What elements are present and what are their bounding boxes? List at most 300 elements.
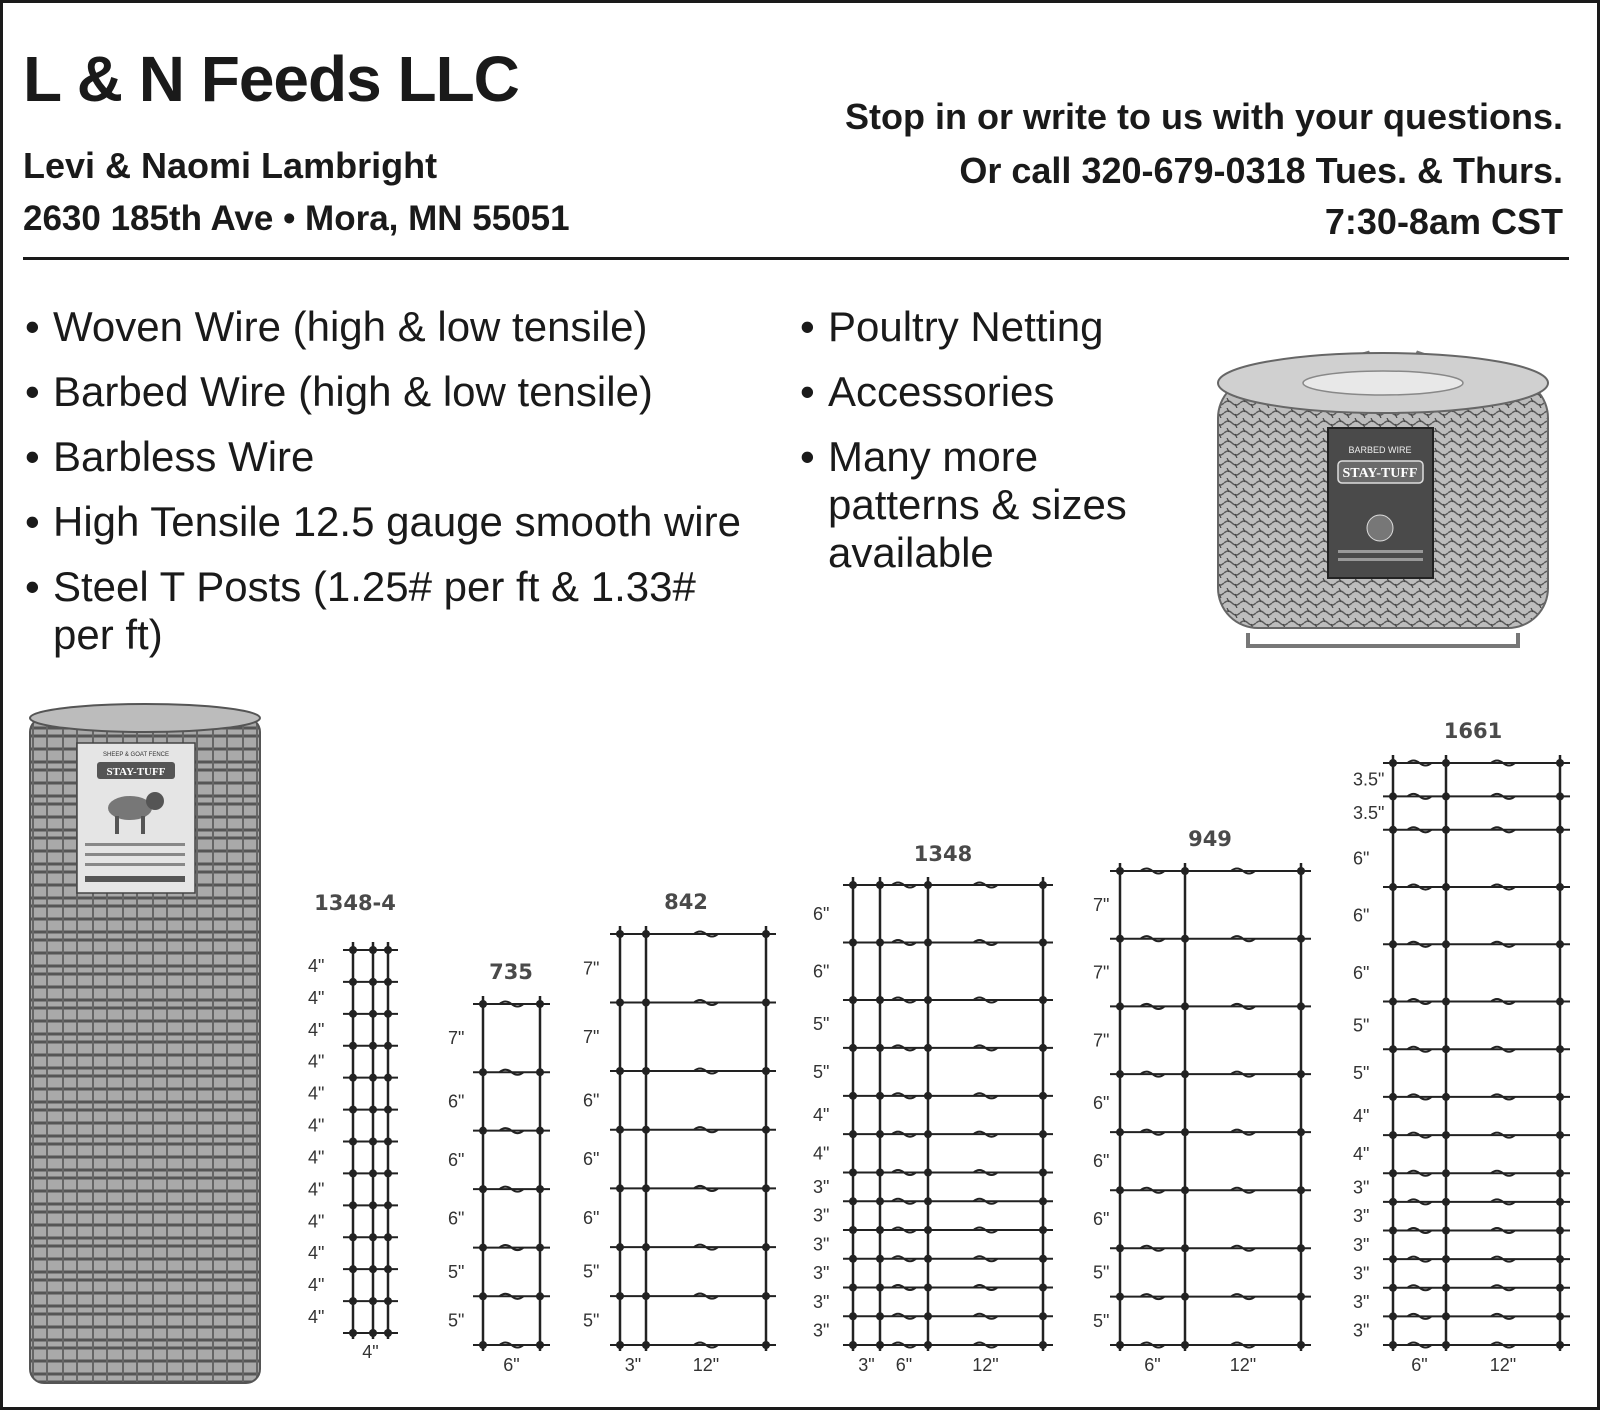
wire-knot bbox=[479, 1341, 487, 1349]
fence-pattern bbox=[308, 891, 398, 1362]
wire-knot bbox=[1389, 1169, 1397, 1177]
wire-knot bbox=[1297, 1070, 1305, 1078]
spacing-label: 7" bbox=[1093, 1030, 1110, 1051]
wire-knot bbox=[1181, 1002, 1189, 1010]
spacing-label: 3" bbox=[1353, 1263, 1370, 1284]
wire-knot bbox=[384, 1074, 392, 1082]
product-item: • Woven Wire (high & low tensile) bbox=[23, 303, 763, 351]
wire-knot bbox=[642, 1067, 650, 1075]
wire-knot bbox=[1556, 1255, 1564, 1263]
wire-knot bbox=[1389, 940, 1397, 948]
wire-knot bbox=[1442, 826, 1450, 834]
spacing-label: 4" bbox=[308, 955, 325, 976]
wire-knot bbox=[924, 1226, 932, 1234]
column-width-label: 12" bbox=[1229, 1355, 1257, 1375]
column-width-label: 3" bbox=[624, 1355, 642, 1375]
spacing-label: 5" bbox=[1353, 1063, 1370, 1084]
wire-knot bbox=[1039, 996, 1047, 1004]
spacing-label: 7" bbox=[1093, 962, 1110, 983]
spacing-label: 6" bbox=[1093, 1093, 1110, 1114]
column-width-label: 3" bbox=[858, 1355, 875, 1375]
wire-knot bbox=[349, 1042, 357, 1050]
wire-knot bbox=[1297, 867, 1305, 875]
wire-knot bbox=[369, 1329, 377, 1337]
wire-knot bbox=[642, 1126, 650, 1134]
wire-knot bbox=[384, 1233, 392, 1241]
wire-knot bbox=[876, 1284, 884, 1292]
wire-knot bbox=[1181, 1244, 1189, 1252]
fence-pattern-name: 1661 bbox=[1443, 719, 1503, 743]
fence-pattern bbox=[1353, 719, 1570, 1375]
contact-line-2: Or call 320-679-0318 Tues. & Thurs. bbox=[959, 150, 1563, 191]
wire-knot bbox=[479, 1292, 487, 1300]
wire-knot bbox=[369, 1297, 377, 1305]
wire-knot bbox=[876, 1312, 884, 1320]
wire-knot bbox=[616, 930, 624, 938]
wire-knot bbox=[762, 999, 770, 1007]
wire-knot bbox=[479, 1127, 487, 1135]
spacing-label: 6" bbox=[583, 1207, 600, 1228]
wire-knot bbox=[1297, 1244, 1305, 1252]
wire-knot bbox=[924, 1341, 932, 1349]
spacing-label: 6" bbox=[448, 1091, 465, 1112]
wire-knot bbox=[924, 1255, 932, 1263]
spacing-label: 5" bbox=[583, 1261, 600, 1282]
spacing-label: 4" bbox=[308, 1115, 325, 1136]
wire-knot bbox=[536, 1068, 544, 1076]
wire-knot bbox=[849, 939, 857, 947]
fence-pattern-name: 949 bbox=[1188, 827, 1232, 851]
address: 2630 185th Ave • Mora, MN 55051 bbox=[23, 199, 570, 238]
spacing-label: 5" bbox=[1353, 1015, 1370, 1036]
wire-knot bbox=[1389, 883, 1397, 891]
spacing-label: 3" bbox=[1353, 1177, 1370, 1198]
wire-knot bbox=[924, 881, 932, 889]
wire-knot bbox=[369, 1010, 377, 1018]
column-width-label: 12" bbox=[692, 1355, 720, 1375]
wire-knot bbox=[349, 1297, 357, 1305]
spacing-label: 3" bbox=[1353, 1292, 1370, 1313]
wire-knot bbox=[1297, 1002, 1305, 1010]
wire-knot bbox=[1442, 1045, 1450, 1053]
wire-knot bbox=[1297, 1341, 1305, 1349]
wire-knot bbox=[384, 978, 392, 986]
wire-knot bbox=[876, 1226, 884, 1234]
wire-knot bbox=[616, 1341, 624, 1349]
wire-knot bbox=[479, 1244, 487, 1252]
spacing-label: 3" bbox=[813, 1263, 830, 1284]
wire-knot bbox=[1442, 792, 1450, 800]
wire-knot bbox=[349, 1329, 357, 1337]
wire-knot bbox=[1556, 1093, 1564, 1101]
wire-knot bbox=[1442, 1284, 1450, 1292]
spacing-label: 6" bbox=[1353, 848, 1370, 869]
business-name: L & N Feeds LLC bbox=[23, 43, 519, 115]
wire-knot bbox=[384, 1042, 392, 1050]
wire-knot bbox=[924, 1169, 932, 1177]
spacing-label: 6" bbox=[1093, 1151, 1110, 1172]
wire-knot bbox=[642, 930, 650, 938]
wire-knot bbox=[384, 946, 392, 954]
fence-pattern bbox=[583, 890, 776, 1375]
wire-knot bbox=[876, 1092, 884, 1100]
fence-pattern-diagrams bbox=[3, 3, 1597, 1407]
wire-knot bbox=[642, 1243, 650, 1251]
wire-knot bbox=[1389, 1255, 1397, 1263]
wire-knot bbox=[369, 1042, 377, 1050]
wire-knot bbox=[924, 939, 932, 947]
fence-pattern-name: 1348-4 bbox=[314, 891, 396, 915]
spacing-label: 6" bbox=[1353, 962, 1370, 983]
wire-knot bbox=[1039, 1130, 1047, 1138]
wire-knot bbox=[849, 1197, 857, 1205]
wire-knot bbox=[384, 1138, 392, 1146]
wire-knot bbox=[1039, 1312, 1047, 1320]
wire-knot bbox=[1556, 1198, 1564, 1206]
wire-knot bbox=[849, 1255, 857, 1263]
product-item: • Accessories bbox=[798, 368, 1178, 416]
wire-knot bbox=[536, 1000, 544, 1008]
column-width-label: 6" bbox=[1411, 1355, 1428, 1375]
spacing-label: 4" bbox=[308, 1051, 325, 1072]
fence-pattern bbox=[448, 960, 550, 1375]
spacing-label: 5" bbox=[813, 1013, 830, 1034]
wire-knot bbox=[1556, 1341, 1564, 1349]
wire-knot bbox=[876, 1197, 884, 1205]
spacing-label: 4" bbox=[308, 1179, 325, 1200]
wire-knot bbox=[369, 946, 377, 954]
wire-knot bbox=[384, 1329, 392, 1337]
wire-knot bbox=[369, 1169, 377, 1177]
wire-knot bbox=[849, 1284, 857, 1292]
wire-knot bbox=[1389, 1131, 1397, 1139]
wire-knot bbox=[1116, 1128, 1124, 1136]
wire-knot bbox=[1442, 1227, 1450, 1235]
wire-knot bbox=[1116, 867, 1124, 875]
wire-knot bbox=[1389, 1312, 1397, 1320]
wire-knot bbox=[1389, 759, 1397, 767]
wire-knot bbox=[616, 1126, 624, 1134]
column-width-label: 12" bbox=[972, 1355, 999, 1375]
spacing-label: 4" bbox=[308, 1275, 325, 1296]
column-width-label: 12" bbox=[1489, 1355, 1517, 1375]
wire-knot bbox=[1556, 1169, 1564, 1177]
wire-knot bbox=[876, 1130, 884, 1138]
wire-knot bbox=[762, 1243, 770, 1251]
wire-knot bbox=[1556, 883, 1564, 891]
product-item: • Steel T Posts (1.25# per ft & 1.33# per ft) bbox=[23, 563, 763, 659]
spacing-label: 7" bbox=[583, 1026, 600, 1047]
spacing-label: 6" bbox=[1093, 1209, 1110, 1230]
wire-knot bbox=[1442, 1093, 1450, 1101]
wire-knot bbox=[1039, 1092, 1047, 1100]
wire-knot bbox=[849, 996, 857, 1004]
wire-knot bbox=[642, 1184, 650, 1192]
wire-knot bbox=[1556, 1045, 1564, 1053]
wire-knot bbox=[1039, 1341, 1047, 1349]
wire-knot bbox=[1442, 1255, 1450, 1263]
column-width-label: 6" bbox=[895, 1355, 913, 1375]
spacing-label: 5" bbox=[1093, 1262, 1110, 1283]
fence-pattern bbox=[1093, 827, 1311, 1375]
wire-knot bbox=[1556, 759, 1564, 767]
wire-knot bbox=[1297, 1128, 1305, 1136]
wire-knot bbox=[1442, 1312, 1450, 1320]
wire-knot bbox=[384, 1106, 392, 1114]
wire-knot bbox=[849, 1226, 857, 1234]
wire-knot bbox=[762, 1126, 770, 1134]
wire-knot bbox=[479, 1185, 487, 1193]
wire-knot bbox=[762, 1184, 770, 1192]
wire-knot bbox=[349, 1169, 357, 1177]
spacing-label: 4" bbox=[308, 1019, 325, 1040]
wire-knot bbox=[1116, 1002, 1124, 1010]
contact-line-1: Stop in or write to us with your questions. bbox=[844, 96, 1563, 137]
wire-knot bbox=[1556, 1284, 1564, 1292]
wire-knot bbox=[616, 1067, 624, 1075]
wire-knot bbox=[849, 1044, 857, 1052]
wire-knot bbox=[1181, 935, 1189, 943]
wire-knot bbox=[1442, 1131, 1450, 1139]
wire-knot bbox=[924, 1284, 932, 1292]
wire-knot bbox=[616, 1184, 624, 1192]
wire-knot bbox=[536, 1341, 544, 1349]
wire-knot bbox=[1442, 759, 1450, 767]
wire-knot bbox=[876, 1044, 884, 1052]
wire-knot bbox=[1181, 1293, 1189, 1301]
barbed-brand-text: STAY-TUFF bbox=[1342, 466, 1418, 481]
spacing-label: 3" bbox=[1353, 1206, 1370, 1227]
wire-knot bbox=[1116, 1293, 1124, 1301]
wire-knot bbox=[1389, 1341, 1397, 1349]
spacing-label: 4" bbox=[813, 1105, 830, 1125]
wire-knot bbox=[369, 1201, 377, 1209]
spacing-label: 5" bbox=[813, 1061, 830, 1082]
spacing-label: 3" bbox=[1353, 1234, 1370, 1255]
wire-knot bbox=[1039, 881, 1047, 889]
wire-knot bbox=[1389, 1045, 1397, 1053]
spacing-label: 3" bbox=[813, 1176, 830, 1197]
wire-knot bbox=[642, 999, 650, 1007]
wire-knot bbox=[349, 946, 357, 954]
wire-knot bbox=[349, 1106, 357, 1114]
wire-knot bbox=[1389, 1284, 1397, 1292]
column-width-label: 4" bbox=[362, 1342, 379, 1362]
wire-knot bbox=[876, 1341, 884, 1349]
wire-knot bbox=[1039, 1197, 1047, 1205]
wire-knot bbox=[849, 881, 857, 889]
wire-knot bbox=[616, 1243, 624, 1251]
wire-knot bbox=[1181, 867, 1189, 875]
wire-knot bbox=[616, 1292, 624, 1300]
wire-knot bbox=[924, 996, 932, 1004]
spacing-label: 5" bbox=[1093, 1310, 1110, 1331]
spacing-label: 7" bbox=[448, 1028, 465, 1049]
wire-knot bbox=[1389, 1227, 1397, 1235]
wire-knot bbox=[1556, 1131, 1564, 1139]
wire-knot bbox=[1556, 826, 1564, 834]
wire-knot bbox=[1556, 940, 1564, 948]
wire-knot bbox=[369, 978, 377, 986]
wire-knot bbox=[1039, 1226, 1047, 1234]
wire-knot bbox=[1442, 1341, 1450, 1349]
wire-knot bbox=[1039, 1044, 1047, 1052]
wire-knot bbox=[876, 881, 884, 889]
product-item: • Many more patterns & sizes available bbox=[798, 433, 1178, 577]
spacing-label: 3" bbox=[813, 1291, 830, 1312]
product-item: • Poultry Netting bbox=[798, 303, 1178, 351]
wire-knot bbox=[536, 1244, 544, 1252]
wire-knot bbox=[384, 1169, 392, 1177]
wire-knot bbox=[1389, 1198, 1397, 1206]
spacing-label: 7" bbox=[583, 958, 600, 979]
spacing-label: 4" bbox=[1353, 1106, 1370, 1127]
wire-knot bbox=[762, 1067, 770, 1075]
wire-knot bbox=[876, 996, 884, 1004]
spacing-label: 4" bbox=[308, 1211, 325, 1232]
wire-knot bbox=[849, 1169, 857, 1177]
wire-knot bbox=[1556, 1312, 1564, 1320]
wire-knot bbox=[369, 1265, 377, 1273]
wire-knot bbox=[642, 1341, 650, 1349]
wire-knot bbox=[536, 1185, 544, 1193]
woven-label-text: SHEEP & GOAT FENCE bbox=[102, 752, 170, 758]
wire-knot bbox=[1116, 1341, 1124, 1349]
wire-knot bbox=[616, 999, 624, 1007]
spacing-label: 6" bbox=[448, 1149, 465, 1170]
wire-knot bbox=[349, 978, 357, 986]
fence-pattern bbox=[813, 842, 1053, 1375]
wire-knot bbox=[536, 1292, 544, 1300]
wire-knot bbox=[1116, 935, 1124, 943]
fence-pattern-name: 735 bbox=[489, 960, 533, 984]
spacing-label: 5" bbox=[448, 1310, 465, 1331]
wire-knot bbox=[849, 1312, 857, 1320]
wire-knot bbox=[876, 1255, 884, 1263]
spacing-label: 4" bbox=[308, 1147, 325, 1168]
wire-knot bbox=[924, 1044, 932, 1052]
spacing-label: 4" bbox=[308, 987, 325, 1008]
wire-knot bbox=[479, 1068, 487, 1076]
fence-pattern-name: 842 bbox=[664, 890, 708, 914]
wire-knot bbox=[369, 1074, 377, 1082]
wire-knot bbox=[849, 1130, 857, 1138]
spacing-label: 5" bbox=[448, 1261, 465, 1282]
wire-knot bbox=[1442, 1198, 1450, 1206]
spacing-label: 4" bbox=[308, 1083, 325, 1104]
spacing-label: 7" bbox=[1093, 894, 1110, 915]
wire-knot bbox=[369, 1138, 377, 1146]
wire-knot bbox=[924, 1130, 932, 1138]
spacing-label: 4" bbox=[813, 1143, 830, 1164]
wire-knot bbox=[384, 1201, 392, 1209]
wire-knot bbox=[849, 1341, 857, 1349]
wire-knot bbox=[924, 1312, 932, 1320]
wire-knot bbox=[349, 1074, 357, 1082]
product-item: • Barbless Wire bbox=[23, 433, 763, 481]
column-width-label: 6" bbox=[503, 1355, 520, 1375]
wire-knot bbox=[349, 1010, 357, 1018]
spacing-label: 4" bbox=[308, 1307, 325, 1328]
wire-knot bbox=[1442, 883, 1450, 891]
wire-knot bbox=[1039, 1169, 1047, 1177]
wire-knot bbox=[1556, 998, 1564, 1006]
spacing-label: 5" bbox=[583, 1310, 600, 1331]
woven-brand-text: STAY-TUFF bbox=[106, 766, 166, 778]
wire-knot bbox=[1389, 1093, 1397, 1101]
wire-knot bbox=[876, 1169, 884, 1177]
column-width-label: 6" bbox=[1144, 1355, 1161, 1375]
wire-knot bbox=[536, 1127, 544, 1135]
contact-line-3: 7:30-8am CST bbox=[1324, 201, 1563, 242]
wire-knot bbox=[1039, 1255, 1047, 1263]
wire-knot bbox=[384, 1297, 392, 1305]
spacing-label: 3" bbox=[1353, 1320, 1370, 1341]
wire-knot bbox=[1442, 1169, 1450, 1177]
spacing-label: 6" bbox=[448, 1208, 465, 1229]
wire-knot bbox=[1181, 1341, 1189, 1349]
spacing-label: 6" bbox=[1353, 905, 1370, 926]
spacing-label: 3.5" bbox=[1353, 769, 1385, 790]
wire-knot bbox=[1039, 1284, 1047, 1292]
wire-knot bbox=[1181, 1070, 1189, 1078]
spacing-label: 6" bbox=[813, 903, 830, 924]
wire-knot bbox=[349, 1233, 357, 1241]
wire-knot bbox=[1039, 939, 1047, 947]
wire-knot bbox=[349, 1201, 357, 1209]
wire-knot bbox=[1442, 998, 1450, 1006]
fence-pattern-name: 1348 bbox=[913, 842, 973, 866]
wire-knot bbox=[1389, 998, 1397, 1006]
product-item: • Barbed Wire (high & low tensile) bbox=[23, 368, 763, 416]
wire-knot bbox=[924, 1197, 932, 1205]
wire-knot bbox=[762, 930, 770, 938]
wire-knot bbox=[849, 1092, 857, 1100]
wire-knot bbox=[1442, 940, 1450, 948]
wire-knot bbox=[924, 1092, 932, 1100]
spacing-label: 4" bbox=[308, 1243, 325, 1264]
wire-knot bbox=[1389, 826, 1397, 834]
wire-knot bbox=[1556, 792, 1564, 800]
spacing-label: 6" bbox=[583, 1090, 600, 1111]
spacing-label: 4" bbox=[1353, 1144, 1370, 1165]
wire-knot bbox=[1116, 1244, 1124, 1252]
spacing-label: 3.5" bbox=[1353, 803, 1385, 824]
wire-knot bbox=[1389, 792, 1397, 800]
wire-knot bbox=[384, 1265, 392, 1273]
wire-knot bbox=[349, 1265, 357, 1273]
spacing-label: 3" bbox=[813, 1320, 830, 1341]
wire-knot bbox=[479, 1000, 487, 1008]
product-item: • High Tensile 12.5 gauge smooth wire bbox=[23, 498, 763, 546]
spacing-label: 3" bbox=[813, 1234, 830, 1255]
wire-knot bbox=[1556, 1227, 1564, 1235]
spacing-label: 6" bbox=[583, 1149, 600, 1170]
wire-knot bbox=[349, 1138, 357, 1146]
wire-knot bbox=[1297, 1186, 1305, 1194]
wire-knot bbox=[369, 1106, 377, 1114]
wire-knot bbox=[1181, 1186, 1189, 1194]
spacing-label: 6" bbox=[813, 961, 830, 982]
owners-name: Levi & Naomi Lambright bbox=[23, 145, 438, 186]
barbed-label-text: BARBED WIRE bbox=[1348, 445, 1412, 455]
wire-knot bbox=[1297, 935, 1305, 943]
wire-knot bbox=[876, 939, 884, 947]
wire-knot bbox=[762, 1341, 770, 1349]
wire-knot bbox=[1116, 1186, 1124, 1194]
wire-knot bbox=[1297, 1293, 1305, 1301]
wire-knot bbox=[384, 1010, 392, 1018]
